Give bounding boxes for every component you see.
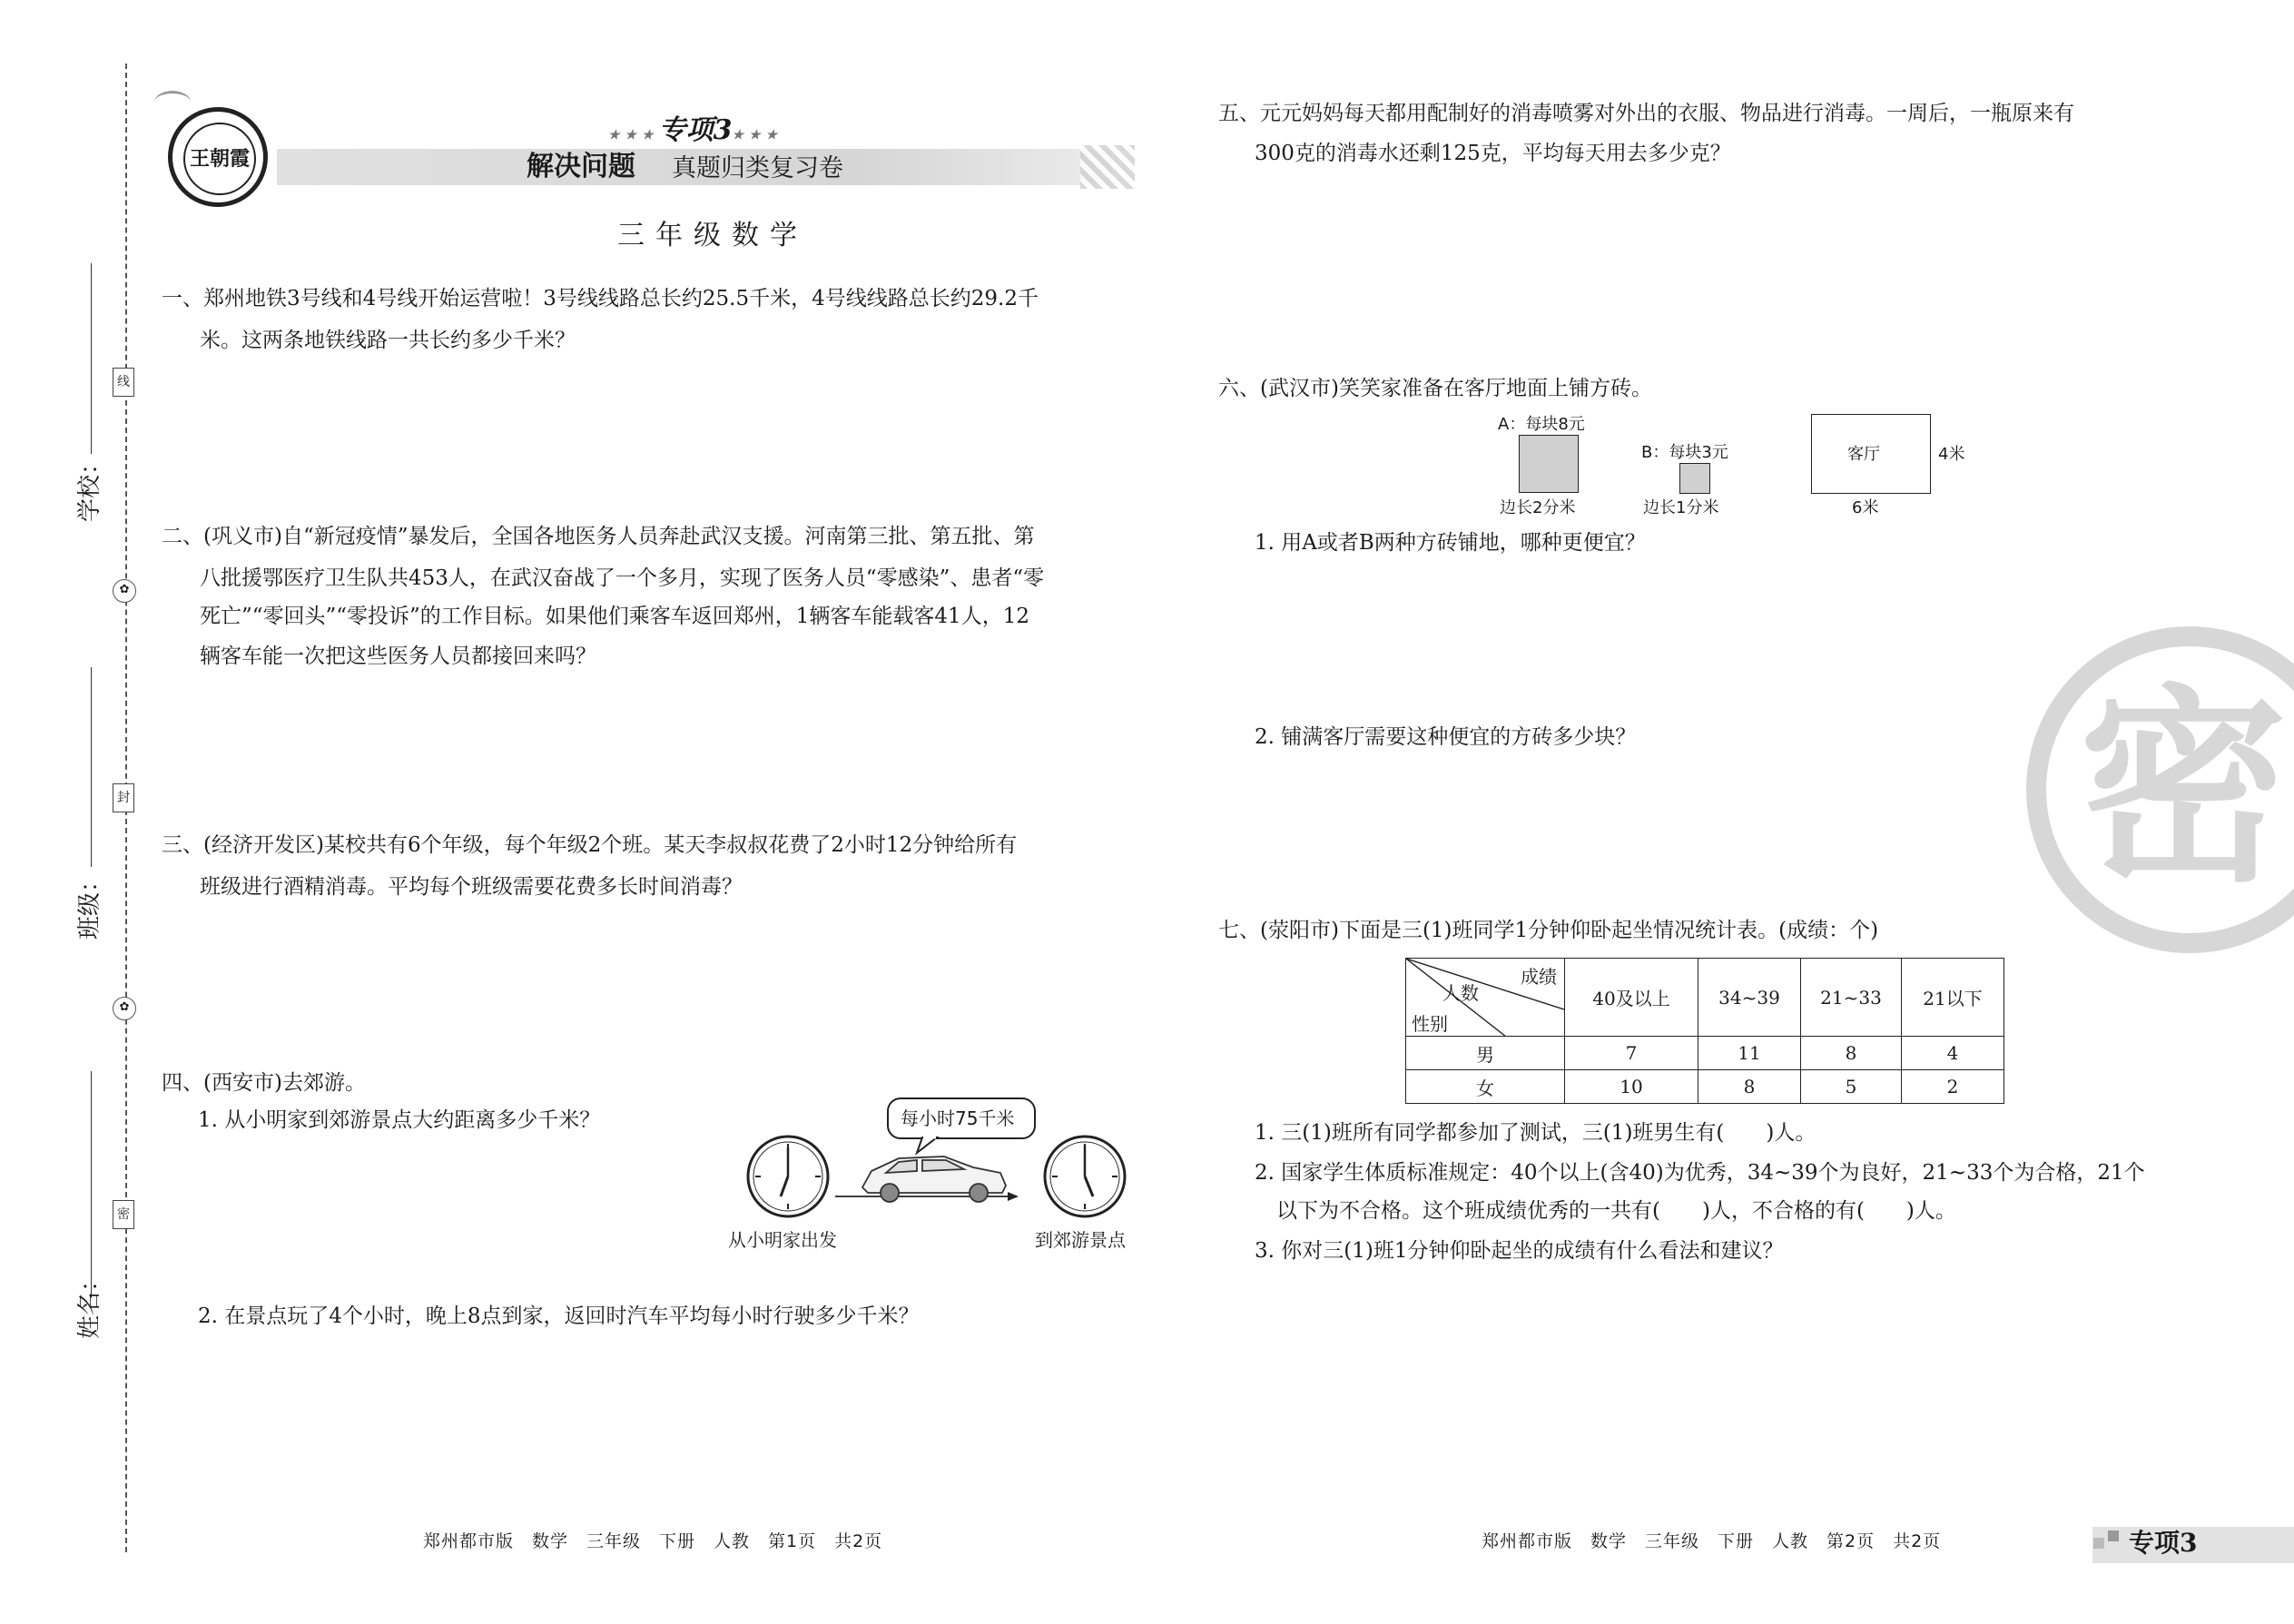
table-header: 34~39 <box>1698 959 1801 1037</box>
question-7-sub3: 3. 你对三(1)班1分钟仰卧起坐的成绩有什么看法和建议？ <box>1255 1239 1784 1263</box>
margin-mark-secret: 密 <box>113 1200 134 1229</box>
living-room-label: 客厅 <box>1847 445 1880 464</box>
question-7-sub2-line2: 以下为不合格。这个班成绩优秀的一共有( )人，不合格的有( )人。 <box>1276 1199 1956 1223</box>
table-cell: 11 <box>1698 1037 1801 1070</box>
tile-a-side: 边长2分米 <box>1500 498 1576 517</box>
question-2-line2: 八批援鄂医疗卫生队共453人，在武汉奋战了一个多月，实现了医务人员“零感染”、患者“零 <box>200 566 1045 590</box>
school-label: 学校： <box>76 450 103 522</box>
table-cell: 8 <box>1698 1070 1801 1104</box>
margin-mark-line: 线 <box>113 368 134 397</box>
living-room-height: 4米 <box>1938 445 1965 464</box>
table-row <box>1406 1070 2004 1104</box>
table-cell: 8 <box>1801 1037 1902 1070</box>
table-cell: 10 <box>1565 1070 1698 1104</box>
question-6-sub2: 2. 铺满客厅需要这种便宜的方砖多少块？ <box>1255 725 1637 749</box>
school-blank-line <box>91 263 92 454</box>
logo-text: 王朝霞 <box>183 123 256 195</box>
question-4-sub2: 2. 在景点玩了4个小时，晚上8点到家，返回时汽车平均每小时行驶多少千米？ <box>198 1304 920 1328</box>
question-2: 二、(巩义市)自“新冠疫情”暴发后，全国各地医务人员奔赴武汉支援。河南第三批、第五批、第 <box>162 525 1035 548</box>
clock-icon <box>748 1137 828 1216</box>
situp-stats-table <box>1405 958 2004 1104</box>
subject-title: 三年级数学 <box>617 220 808 251</box>
footer-left: 郑州都市版 数学 三年级 下册 人教 第1页 共2页 <box>423 1531 883 1551</box>
knot-icon: ✿ <box>113 579 136 603</box>
title-bold: 解决问题 <box>527 151 635 182</box>
footer-right: 郑州都市版 数学 三年级 下册 人教 第2页 共2页 <box>1482 1531 1942 1551</box>
tile-b-side: 边长1分米 <box>1643 498 1719 517</box>
class-label: 班级： <box>76 868 103 940</box>
row-label: 男 <box>1406 1037 1565 1070</box>
name-label: 姓名： <box>76 1267 103 1339</box>
speed-text: 每小时75千米 <box>901 1107 1015 1129</box>
question-7-sub2: 2. 国家学生体质标准规定：40个以上(含40)为优秀，34~39个为良好，21~33个为合格，21个 <box>1255 1161 2145 1185</box>
table-cell: 4 <box>1902 1037 2004 1070</box>
question-3-line2: 班级进行酒精消毒。平均每个班级需要花费多长时间消毒？ <box>200 875 743 899</box>
tile-a <box>1519 435 1579 493</box>
arrive-caption: 到郊游景点 <box>1035 1229 1126 1251</box>
knot-icon: ✿ <box>113 997 136 1020</box>
question-5-line2: 300克的消毒水还剩125克，平均每天用去多少克？ <box>1255 142 1731 165</box>
crown-icon <box>154 91 191 113</box>
table-header: 40及以上 <box>1565 959 1698 1037</box>
stars-icon: ★★★ <box>732 128 783 143</box>
table-row <box>1406 1037 2004 1070</box>
tile-b <box>1679 463 1710 494</box>
depart-caption: 从小明家出发 <box>728 1229 837 1251</box>
car-icon <box>862 1156 1006 1202</box>
tile-b-label: B：每块3元 <box>1641 443 1728 462</box>
name-blank-line <box>91 1071 92 1298</box>
tab-square-icon <box>2108 1530 2119 1541</box>
class-blank-line <box>91 667 92 867</box>
question-1: 一、郑州地铁3号线和4号线开始运营啦！3号线线路总长约25.5千米，4号线线路总长约29.2千 <box>162 287 1039 310</box>
row-label: 女 <box>1406 1070 1565 1104</box>
clock-icon <box>1045 1137 1125 1216</box>
question-1-line2: 米。这两条地铁线路一共长约多少千米？ <box>200 329 576 352</box>
table-corner-cell: 成绩 人数 性别 <box>1406 959 1565 1037</box>
tile-a-label: A：每块8元 <box>1498 415 1585 434</box>
tab-square-icon <box>2093 1538 2104 1549</box>
secret-seal-char: 密 <box>2079 668 2289 910</box>
question-6: 六、(武汉市)笑笑家准备在客厅地面上铺方砖。 <box>1218 377 1652 400</box>
question-7-sub1: 1. 三(1)班所有同学都参加了测试，三(1)班男生有( )人。 <box>1255 1121 1816 1145</box>
footer-tab-label: 专项3 <box>2129 1528 2198 1558</box>
question-6-sub1: 1. 用A或者B两种方砖铺地，哪种更便宜？ <box>1255 531 1646 555</box>
table-header: 21以下 <box>1902 959 2004 1037</box>
question-2-line4: 辆客车能一次把这些医务人员都接回来吗？ <box>200 645 596 668</box>
special-label: ★★★专项3★★★ <box>608 114 783 146</box>
living-room-width: 6米 <box>1852 498 1879 517</box>
table-cell: 5 <box>1801 1070 1902 1104</box>
table-header: 21~33 <box>1801 959 1902 1037</box>
question-3: 三、(经济开发区)某校共有6个年级，每个年级2个班。某天李叔叔花费了2小时12分钟给所有 <box>162 833 1018 857</box>
stars-icon: ★★★ <box>608 128 659 143</box>
banner-pattern <box>1080 145 1135 189</box>
table-cell: 7 <box>1565 1037 1698 1070</box>
question-7: 七、(荥阳市)下面是三(1)班同学1分钟仰卧起坐情况统计表。(成绩：个) <box>1218 919 1879 942</box>
margin-mark-seal: 封 <box>113 783 134 812</box>
table-cell: 2 <box>1902 1070 2004 1104</box>
question-4-sub1: 1. 从小明家到郊游景点大约距离多少千米？ <box>198 1108 601 1132</box>
publisher-logo <box>168 107 268 207</box>
title-rest: 真题归类复习卷 <box>672 154 843 182</box>
question-5: 五、元元妈妈每天都用配制好的消毒喷雾对外出的衣服、物品进行消毒。一周后，一瓶原来有 <box>1218 102 2074 125</box>
question-4: 四、(西安市)去郊游。 <box>162 1071 366 1095</box>
question-2-line3: 死亡”“零回头”“零投诉”的工作目标。如果他们乘客车返回郑州，1辆客车能载客41人，12 <box>200 605 1029 628</box>
